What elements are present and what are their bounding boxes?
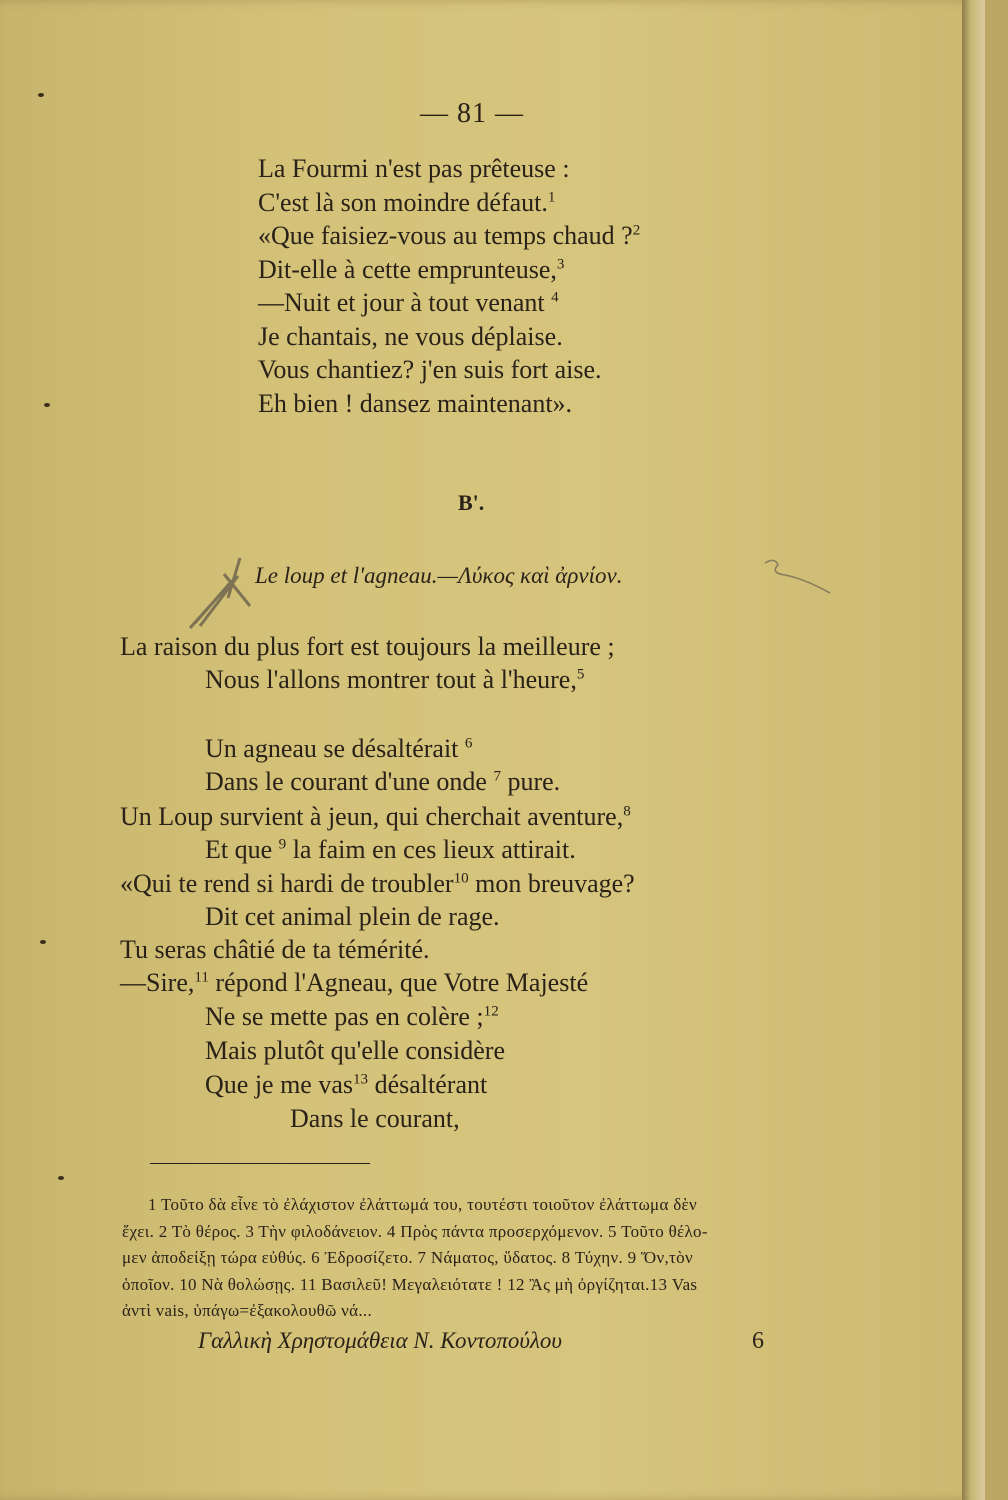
- pencil-mark-icon: [180, 548, 260, 638]
- footnote-ref: 3: [556, 255, 565, 272]
- verse-line: [258, 286, 559, 319]
- page-number: — 81 —: [420, 98, 524, 129]
- footnote-line: 1 Τοῦτο δὰ εἶνε τὸ ἐλάχιστον ἐλάττωμά του, τουτέστι τοιοῦτον ἐλάττωμα δὲν: [148, 1195, 697, 1214]
- verse-line: [205, 833, 576, 866]
- verse-line: [205, 732, 472, 765]
- verse-text: —Sire,: [120, 968, 195, 997]
- verse-line: [205, 1000, 499, 1033]
- book-title: Γαλλικὴ Χρηστομάθεια Ν. Κοντοπούλου: [198, 1328, 562, 1353]
- footnote-ref: 11: [194, 969, 209, 986]
- verse-text-cont: pure.: [500, 767, 561, 796]
- verse-text: Eh bien ! dansez maintenant».: [258, 388, 573, 418]
- verse-text: Dit-elle à cette emprunteuse,: [258, 254, 557, 284]
- verse-line: [290, 1102, 460, 1135]
- verse-text: —Nuit et jour à tout venant: [258, 288, 552, 317]
- verse-text-cont: mon breuvage?: [468, 869, 635, 898]
- footnote-ref: 6: [464, 735, 473, 752]
- verse-text-cont: la faim en ces lieux attirait.: [286, 835, 576, 864]
- verse-line: [205, 765, 560, 798]
- pencil-squiggle-icon: [760, 555, 835, 600]
- verse-text: Que je me vas: [205, 1070, 354, 1099]
- verse-line: [120, 867, 635, 900]
- verse-line: [258, 253, 564, 286]
- footnote-rule: [150, 1163, 370, 1164]
- verse-text: C'est là son moindre défaut.: [258, 187, 548, 217]
- signature-number: 6: [752, 1328, 764, 1354]
- footnote-line: ἔχει. 2 Τὸ θέρος. 3 Τὴν φιλοδάνειον. 4 Πρὸς πάντα προσερχόμενον. 5 Τοῦτο θέλο-: [122, 1221, 708, 1241]
- verse-text: Dans le courant,: [290, 1104, 460, 1133]
- footnote-ref: 1: [547, 188, 556, 205]
- footnote-ref: 5: [576, 666, 585, 683]
- footnote-ref: 8: [623, 803, 631, 820]
- verse-line: [258, 219, 640, 252]
- verse-text: Je chantais, ne vous déplaise.: [258, 321, 563, 351]
- margin-mark: [44, 403, 50, 407]
- verse-text: Mais plutôt qu'elle considère: [205, 1036, 506, 1065]
- verse-line: [120, 800, 631, 833]
- verse-line: [205, 1034, 505, 1067]
- footnote-line: ἀντὶ vais, ὑπάγω=ἐξακολουθῶ νά...: [122, 1301, 372, 1320]
- footnote-line: μεν ἀποδείξῃ τώρα εὐθύς. 6 Ἐδροσίζετο. 7 Νάματος, ὕδατος. 8 Τύχην. 9 Ὅν,τὸν: [122, 1248, 693, 1267]
- margin-mark: [40, 940, 46, 944]
- verse-text: «Qui te rend si hardi de troubler: [120, 869, 454, 898]
- verse-line: [258, 186, 555, 219]
- footnote-ref: 2: [632, 222, 641, 239]
- verse-text: Dit cet animal plein de rage.: [205, 902, 500, 931]
- verse-text: Nous l'allons montrer tout à l'heure,: [205, 665, 577, 694]
- footnote-ref: 12: [483, 1003, 499, 1020]
- verse-line: [205, 1068, 487, 1101]
- verse-text-cont: répond l'Agneau, que Votre Majesté: [208, 968, 589, 997]
- verse-text: La raison du plus fort est toujours la meilleure ;: [120, 632, 615, 661]
- section-label: B'.: [458, 490, 485, 515]
- verse-text: Un agneau se désaltérait: [205, 734, 465, 763]
- verse-text-cont: désaltérant: [368, 1070, 488, 1099]
- verse-text: La Fourmi n'est pas prêteuse :: [258, 154, 570, 183]
- footnote-ref: 4: [551, 289, 559, 306]
- verse-line: [258, 152, 570, 185]
- verse-line: [258, 387, 572, 420]
- verse-line: [205, 900, 500, 933]
- verse-text: Vous chantiez? j'en suis fort aise.: [258, 355, 602, 384]
- verse-line: [258, 353, 602, 386]
- footnote-ref: 13: [353, 1071, 369, 1088]
- footnote-line: ὁποῖον. 10 Νὰ θολώσῃς. 11 Βασιλεῦ! Μεγαλειότατε ! 12 Ἂς μὴ ὀργίζηται.13 Vas: [122, 1274, 698, 1294]
- verse-text: Ne se mette pas en colère ;: [205, 1002, 484, 1031]
- verse-text: Un Loup survient à jeun, qui cherchait aventure,: [120, 802, 624, 831]
- verse-text: Et que: [205, 835, 279, 864]
- verse-text: Tu seras châtié de ta témérité.: [120, 935, 430, 964]
- footnote-ref: 7: [493, 768, 501, 785]
- page-edge: [962, 0, 985, 1500]
- verse-line: [120, 966, 588, 999]
- verse-line: [120, 630, 615, 663]
- fable-title: Le loup et l'agneau.—Λύκος καὶ ἀρνίον.: [255, 563, 623, 588]
- verse-line: [205, 663, 584, 696]
- verse-text: «Que faisiez-vous au temps chaud ?: [258, 221, 633, 250]
- verse-line: [120, 933, 430, 966]
- margin-mark: [58, 1176, 64, 1180]
- footnote-ref: 10: [453, 870, 469, 887]
- footnote-ref: 9: [278, 836, 287, 853]
- margin-mark: [38, 93, 44, 97]
- verse-line: [258, 320, 563, 353]
- verse-text: Dans le courant d'une onde: [205, 767, 494, 796]
